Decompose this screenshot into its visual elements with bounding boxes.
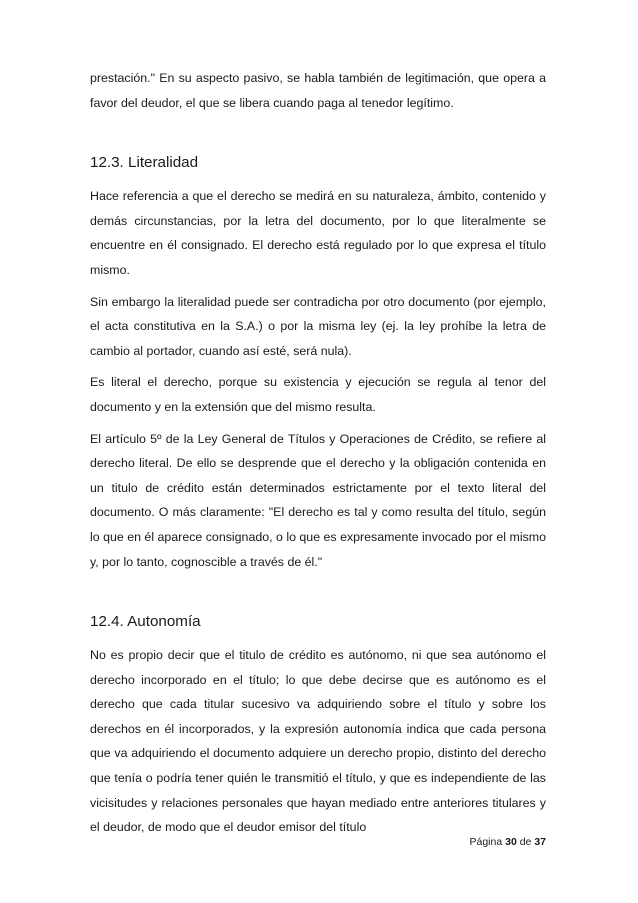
- section-heading-autonomia: 12.4. Autonomía: [90, 613, 201, 631]
- footer-middle: de: [516, 836, 535, 848]
- page-number-footer: [438, 836, 546, 848]
- total-page-count: 37: [534, 836, 546, 848]
- paragraph: Sin embargo la literalidad puede ser contradicha por otro documento (por ejemplo, el acta constitutiva en la S.A.) o por la misma ley (ej. la ley prohíbe la letra de cambio al portador, cuando así esté, será nula).: [90, 294, 546, 358]
- page-body: [90, 66, 546, 840]
- paragraph: El artículo 5º de la Ley General de Títulos y Operaciones de Crédito, se refiere al derecho literal. De ello se desprende que el derecho y la obligación contenida en un titulo de crédito están determinados estrictamente por el texto literal del documento. O más claramente: "El derecho es tal y como resulta del título, según lo que en él aparece consignado, o lo que es expresamente invocado por el mismo y, por lo tanto, cognoscible a través de él.": [90, 431, 546, 569]
- current-page-number: 30: [505, 836, 517, 848]
- footer-prefix: Página: [469, 836, 506, 848]
- paragraph: Es literal el derecho, porque su existencia y ejecución se regula al tenor del documento y en la extensión que del mismo resulta.: [90, 375, 546, 414]
- paragraph: No es propio decir que el titulo de crédito es autónomo, ni que sea autónomo el derecho incorporado en el título; lo que debe decirse que es autónomo es el derecho que cada titular sucesivo va adquiriendo sobre el título y sobre los derechos en él incorporados, y la expresión autonomía indica que cada persona que va adquiriendo el documento adquiere un derecho propio, distinto del derecho que tenía o podría tener quién le transmitió el título, y que es independiente de las vicisitudes y relaciones personales que hayan mediado entre anteriores titulares y el deudor, de modo que el deudor emisor del título: [90, 648, 546, 835]
- paragraph: Hace referencia a que el derecho se medirá en su naturaleza, ámbito, contenido y demás circunstancias, por la letra del documento, por lo que literalmente se encuentre en él consignado. El derecho está regulado por lo que expresa el título mismo.: [90, 189, 546, 277]
- paragraph-intro: prestación." En su aspecto pasivo, se habla también de legitimación, que opera a favor del deudor, el que se libera cuando paga al tenedor legítimo.: [90, 71, 546, 110]
- section-heading-literalidad: 12.3. Literalidad: [90, 154, 199, 172]
